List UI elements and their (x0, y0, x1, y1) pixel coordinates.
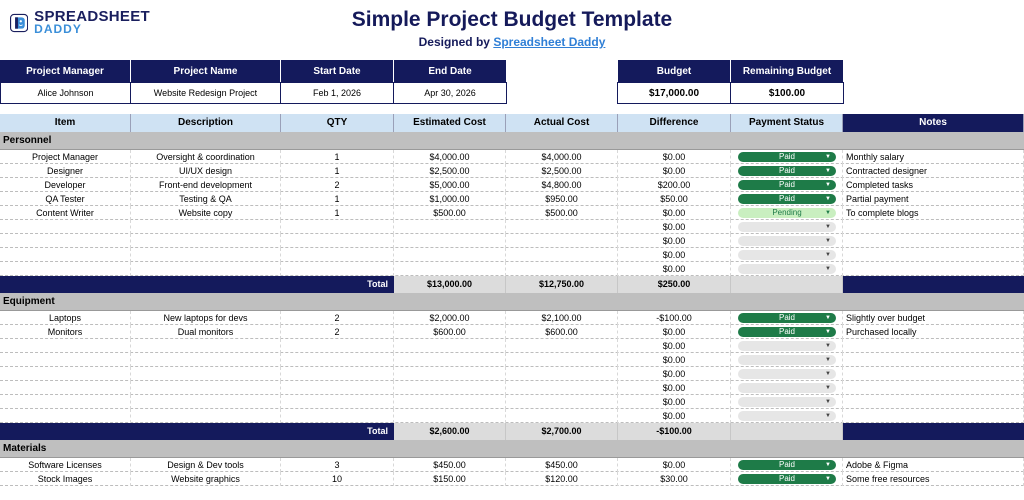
column-header-actual-cost: Actual Cost (506, 114, 618, 132)
dropdown-arrow-icon: ▼ (825, 413, 831, 419)
section-total-row (0, 276, 1024, 293)
dropdown-arrow-icon: ▼ (825, 154, 831, 160)
notes-cell[interactable] (843, 395, 1024, 409)
estimated-cost-cell[interactable]: $2,000.00 (394, 311, 506, 325)
estimated-cost-cell[interactable] (394, 381, 506, 395)
section-header-row (0, 132, 1024, 150)
qty-cell[interactable] (281, 367, 394, 381)
table-row (0, 339, 1024, 353)
item-cell[interactable] (0, 248, 131, 262)
column-header-estimated-cost: Estimated Cost (394, 114, 506, 132)
end-date-label: End Date (394, 60, 506, 82)
difference-cell[interactable]: $0.00 (618, 248, 731, 262)
description-cell[interactable]: Design & Dev tools (131, 458, 281, 472)
payment-status-dropdown[interactable] (738, 180, 836, 190)
page-subtitle (0, 35, 1024, 49)
total-difference: $250.00 (618, 276, 731, 293)
qty-cell[interactable] (281, 339, 394, 353)
payment-status-dropdown[interactable] (738, 166, 836, 176)
qty-cell[interactable] (281, 381, 394, 395)
item-cell[interactable]: Project Manager (0, 150, 131, 164)
difference-cell[interactable]: $50.00 (618, 192, 731, 206)
difference-cell[interactable]: -$100.00 (618, 311, 731, 325)
description-cell[interactable] (131, 262, 281, 276)
difference-cell[interactable]: $0.00 (618, 458, 731, 472)
estimated-cost-cell[interactable]: $450.00 (394, 458, 506, 472)
actual-cost-cell[interactable] (506, 234, 618, 248)
difference-cell[interactable]: $0.00 (618, 262, 731, 276)
actual-cost-cell[interactable] (506, 262, 618, 276)
notes-cell[interactable] (843, 234, 1024, 248)
table-body (0, 132, 1024, 486)
notes-cell[interactable] (843, 248, 1024, 262)
subtitle-prefix: Designed by (418, 35, 490, 49)
table-row (0, 220, 1024, 234)
payment-status-value: Paid (778, 180, 795, 189)
qty-cell[interactable]: 2 (281, 325, 394, 339)
column-header-payment-status: Payment Status (731, 114, 843, 132)
difference-cell[interactable]: $30.00 (618, 472, 731, 486)
actual-cost-cell[interactable] (506, 367, 618, 381)
dropdown-arrow-icon: ▼ (825, 399, 831, 405)
item-cell[interactable] (0, 367, 131, 381)
item-cell[interactable]: Developer (0, 178, 131, 192)
estimated-cost-cell[interactable]: $500.00 (394, 206, 506, 220)
difference-cell[interactable]: $0.00 (618, 234, 731, 248)
table-row (0, 381, 1024, 395)
dropdown-arrow-icon: ▼ (825, 357, 831, 363)
difference-cell[interactable]: $0.00 (618, 150, 731, 164)
actual-cost-cell[interactable]: $2,500.00 (506, 164, 618, 178)
item-cell[interactable]: Designer (0, 164, 131, 178)
difference-cell[interactable]: $0.00 (618, 409, 731, 423)
description-cell[interactable]: Website graphics (131, 472, 281, 486)
actual-cost-cell[interactable]: $450.00 (506, 458, 618, 472)
notes-cell[interactable] (843, 409, 1024, 423)
difference-cell[interactable]: $200.00 (618, 178, 731, 192)
qty-cell[interactable]: 1 (281, 164, 394, 178)
description-cell[interactable] (131, 367, 281, 381)
estimated-cost-cell[interactable] (394, 262, 506, 276)
item-cell[interactable] (0, 262, 131, 276)
section-header-row (0, 440, 1024, 458)
table-row (0, 367, 1024, 381)
dropdown-arrow-icon: ▼ (825, 252, 831, 258)
section-name: Personnel (3, 135, 52, 146)
item-cell[interactable]: Stock Images (0, 472, 131, 486)
project-manager-label: Project Manager (0, 60, 130, 82)
qty-cell[interactable] (281, 409, 394, 423)
brand-line1: SPREADSHEET (34, 8, 150, 25)
notes-cell[interactable] (843, 381, 1024, 395)
description-cell[interactable] (131, 339, 281, 353)
table-row (0, 262, 1024, 276)
difference-cell[interactable]: $0.00 (618, 164, 731, 178)
difference-cell[interactable]: $0.00 (618, 339, 731, 353)
notes-cell[interactable]: Partial payment (843, 192, 1024, 206)
dropdown-arrow-icon: ▼ (825, 266, 831, 272)
table-row (0, 192, 1024, 206)
qty-cell[interactable]: 1 (281, 206, 394, 220)
dropdown-arrow-icon: ▼ (825, 385, 831, 391)
actual-cost-cell[interactable]: $600.00 (506, 325, 618, 339)
payment-status-dropdown[interactable] (738, 383, 836, 393)
estimated-cost-cell[interactable] (394, 339, 506, 353)
total-blank-cell (731, 423, 843, 440)
description-cell[interactable] (131, 381, 281, 395)
end-date-value[interactable]: Apr 30, 2026 (393, 82, 507, 104)
table-row (0, 409, 1024, 423)
table-row (0, 311, 1024, 325)
notes-cell[interactable]: To complete blogs (843, 206, 1024, 220)
description-cell[interactable] (131, 234, 281, 248)
dropdown-arrow-icon: ▼ (825, 371, 831, 377)
payment-status-dropdown[interactable] (738, 341, 836, 351)
total-estimated-cost: $13,000.00 (394, 276, 506, 293)
dropdown-arrow-icon: ▼ (825, 315, 831, 321)
notes-cell[interactable]: Purchased locally (843, 325, 1024, 339)
notes-cell[interactable]: Adobe & Figma (843, 458, 1024, 472)
description-cell[interactable] (131, 395, 281, 409)
notes-cell[interactable] (843, 367, 1024, 381)
actual-cost-cell[interactable] (506, 339, 618, 353)
difference-cell[interactable]: $0.00 (618, 367, 731, 381)
item-cell[interactable] (0, 339, 131, 353)
dropdown-arrow-icon: ▼ (825, 238, 831, 244)
difference-cell[interactable]: $0.00 (618, 353, 731, 367)
dropdown-arrow-icon: ▼ (825, 182, 831, 188)
difference-cell[interactable]: $0.00 (618, 325, 731, 339)
item-cell[interactable]: Content Writer (0, 206, 131, 220)
dropdown-arrow-icon: ▼ (825, 329, 831, 335)
table-row (0, 178, 1024, 192)
total-difference: -$100.00 (618, 423, 731, 440)
qty-cell[interactable]: 2 (281, 178, 394, 192)
payment-status-dropdown[interactable] (738, 327, 836, 337)
actual-cost-cell[interactable]: $4,800.00 (506, 178, 618, 192)
item-cell[interactable] (0, 395, 131, 409)
qty-cell[interactable]: 1 (281, 192, 394, 206)
estimated-cost-cell[interactable] (394, 220, 506, 234)
table-row (0, 458, 1024, 472)
qty-cell[interactable] (281, 262, 394, 276)
actual-cost-cell[interactable] (506, 248, 618, 262)
notes-cell[interactable]: Contracted designer (843, 164, 1024, 178)
payment-status-dropdown[interactable] (738, 208, 836, 218)
description-cell[interactable] (131, 248, 281, 262)
difference-cell[interactable]: $0.00 (618, 395, 731, 409)
table-row (0, 325, 1024, 339)
payment-status-value: Paid (778, 474, 795, 483)
payment-status-value: Paid (778, 166, 795, 175)
total-label: Total (0, 276, 394, 293)
column-header-item: Item (0, 114, 131, 132)
table-row (0, 206, 1024, 220)
qty-cell[interactable]: 10 (281, 472, 394, 486)
qty-cell[interactable] (281, 234, 394, 248)
description-cell[interactable]: Oversight & coordination (131, 150, 281, 164)
notes-cell[interactable] (843, 220, 1024, 234)
section-total-row (0, 423, 1024, 440)
budget-label: Budget (618, 60, 730, 82)
total-notes-cell (843, 423, 1024, 440)
start-date-value[interactable]: Feb 1, 2026 (280, 82, 394, 104)
table-row (0, 353, 1024, 367)
difference-cell[interactable]: $0.00 (618, 381, 731, 395)
payment-status-value: Pending (772, 208, 802, 217)
payment-status-dropdown[interactable] (738, 236, 836, 246)
project-name-value[interactable]: Website Redesign Project (130, 82, 281, 104)
payment-status-dropdown[interactable] (738, 460, 836, 470)
item-cell[interactable]: Software Licenses (0, 458, 131, 472)
description-cell[interactable]: Testing & QA (131, 192, 281, 206)
qty-cell[interactable] (281, 353, 394, 367)
payment-status-value: Paid (778, 313, 795, 322)
dropdown-arrow-icon: ▼ (825, 210, 831, 216)
project-name-label: Project Name (131, 60, 280, 82)
dropdown-arrow-icon: ▼ (825, 168, 831, 174)
payment-status-value: Paid (778, 152, 795, 161)
qty-cell[interactable] (281, 395, 394, 409)
notes-cell[interactable] (843, 339, 1024, 353)
remaining-budget-label: Remaining Budget (731, 60, 843, 82)
dropdown-arrow-icon: ▼ (825, 343, 831, 349)
project-manager-value[interactable]: Alice Johnson (0, 82, 131, 104)
actual-cost-cell[interactable] (506, 220, 618, 234)
remaining-budget-value: $100.00 (730, 82, 844, 104)
column-header-qty: QTY (281, 114, 394, 132)
estimated-cost-cell[interactable]: $1,000.00 (394, 192, 506, 206)
payment-status-dropdown[interactable] (738, 474, 836, 484)
payment-status-dropdown[interactable] (738, 313, 836, 323)
actual-cost-cell[interactable] (506, 395, 618, 409)
brand-line2: DADDY (34, 22, 82, 36)
payment-status-dropdown[interactable] (738, 355, 836, 365)
dropdown-arrow-icon: ▼ (825, 462, 831, 468)
payment-status-dropdown[interactable] (738, 152, 836, 162)
spreadsheet-daddy-link[interactable]: Spreadsheet Daddy (493, 35, 606, 49)
description-cell[interactable] (131, 220, 281, 234)
description-cell[interactable]: Front-end development (131, 178, 281, 192)
table-row (0, 234, 1024, 248)
total-notes-cell (843, 276, 1024, 293)
payment-status-dropdown[interactable] (738, 222, 836, 232)
budget-value[interactable]: $17,000.00 (617, 82, 731, 104)
item-cell[interactable] (0, 353, 131, 367)
total-blank-cell (731, 276, 843, 293)
estimated-cost-cell[interactable] (394, 234, 506, 248)
item-cell[interactable] (0, 381, 131, 395)
description-cell[interactable]: Website copy (131, 206, 281, 220)
section-header-row (0, 293, 1024, 311)
estimated-cost-cell[interactable]: $4,000.00 (394, 150, 506, 164)
payment-status-dropdown[interactable] (738, 194, 836, 204)
payment-status-dropdown[interactable] (738, 397, 836, 407)
actual-cost-cell[interactable]: $500.00 (506, 206, 618, 220)
table-row (0, 472, 1024, 486)
item-cell[interactable]: Laptops (0, 311, 131, 325)
estimated-cost-cell[interactable] (394, 248, 506, 262)
estimated-cost-cell[interactable]: $150.00 (394, 472, 506, 486)
column-header-notes: Notes (843, 114, 1024, 132)
page-title: Simple Project Budget Template (351, 8, 673, 31)
item-cell[interactable] (0, 234, 131, 248)
dropdown-arrow-icon: ▼ (825, 224, 831, 230)
actual-cost-cell[interactable]: $2,100.00 (506, 311, 618, 325)
budget-table (0, 114, 1024, 486)
notes-cell[interactable]: Slightly over budget (843, 311, 1024, 325)
actual-cost-cell[interactable]: $950.00 (506, 192, 618, 206)
notes-cell[interactable]: Monthly salary (843, 150, 1024, 164)
qty-cell[interactable]: 2 (281, 311, 394, 325)
payment-status-dropdown[interactable] (738, 369, 836, 379)
description-cell[interactable]: UI/UX design (131, 164, 281, 178)
estimated-cost-cell[interactable] (394, 353, 506, 367)
payment-status-value: Paid (778, 460, 795, 469)
qty-cell[interactable]: 3 (281, 458, 394, 472)
estimated-cost-cell[interactable]: $5,000.00 (394, 178, 506, 192)
payment-status-value: Paid (778, 327, 795, 336)
qty-cell[interactable] (281, 220, 394, 234)
actual-cost-cell[interactable] (506, 381, 618, 395)
item-cell[interactable] (0, 220, 131, 234)
notes-cell[interactable]: Completed tasks (843, 178, 1024, 192)
description-cell[interactable]: New laptops for devs (131, 311, 281, 325)
total-actual-cost: $12,750.00 (506, 276, 618, 293)
qty-cell[interactable] (281, 248, 394, 262)
difference-cell[interactable]: $0.00 (618, 206, 731, 220)
description-cell[interactable]: Dual monitors (131, 325, 281, 339)
actual-cost-cell[interactable] (506, 409, 618, 423)
item-cell[interactable] (0, 409, 131, 423)
table-row (0, 164, 1024, 178)
total-actual-cost: $2,700.00 (506, 423, 618, 440)
total-estimated-cost: $2,600.00 (394, 423, 506, 440)
table-row (0, 395, 1024, 409)
table-header-row (0, 114, 1024, 132)
estimated-cost-cell[interactable] (394, 409, 506, 423)
table-row (0, 248, 1024, 262)
payment-status-dropdown[interactable] (738, 264, 836, 274)
actual-cost-cell[interactable]: $120.00 (506, 472, 618, 486)
actual-cost-cell[interactable] (506, 353, 618, 367)
table-row (0, 150, 1024, 164)
notes-cell[interactable] (843, 262, 1024, 276)
dropdown-arrow-icon: ▼ (825, 196, 831, 202)
item-cell[interactable]: Monitors (0, 325, 131, 339)
estimated-cost-cell[interactable]: $600.00 (394, 325, 506, 339)
description-cell[interactable] (131, 353, 281, 367)
section-name: Equipment (3, 296, 55, 307)
estimated-cost-cell[interactable]: $2,500.00 (394, 164, 506, 178)
payment-status-dropdown[interactable] (738, 250, 836, 260)
column-header-difference: Difference (618, 114, 731, 132)
notes-cell[interactable]: Some free resources (843, 472, 1024, 486)
difference-cell[interactable]: $0.00 (618, 220, 731, 234)
item-cell[interactable]: QA Tester (0, 192, 131, 206)
total-label: Total (0, 423, 394, 440)
payment-status-dropdown[interactable] (738, 411, 836, 421)
estimated-cost-cell[interactable] (394, 367, 506, 381)
column-header-description: Description (131, 114, 281, 132)
qty-cell[interactable]: 1 (281, 150, 394, 164)
payment-status-value: Paid (778, 194, 795, 203)
start-date-label: Start Date (281, 60, 393, 82)
dropdown-arrow-icon: ▼ (825, 476, 831, 482)
section-name: Materials (3, 443, 47, 454)
actual-cost-cell[interactable]: $4,000.00 (506, 150, 618, 164)
notes-cell[interactable] (843, 353, 1024, 367)
description-cell[interactable] (131, 409, 281, 423)
estimated-cost-cell[interactable] (394, 395, 506, 409)
